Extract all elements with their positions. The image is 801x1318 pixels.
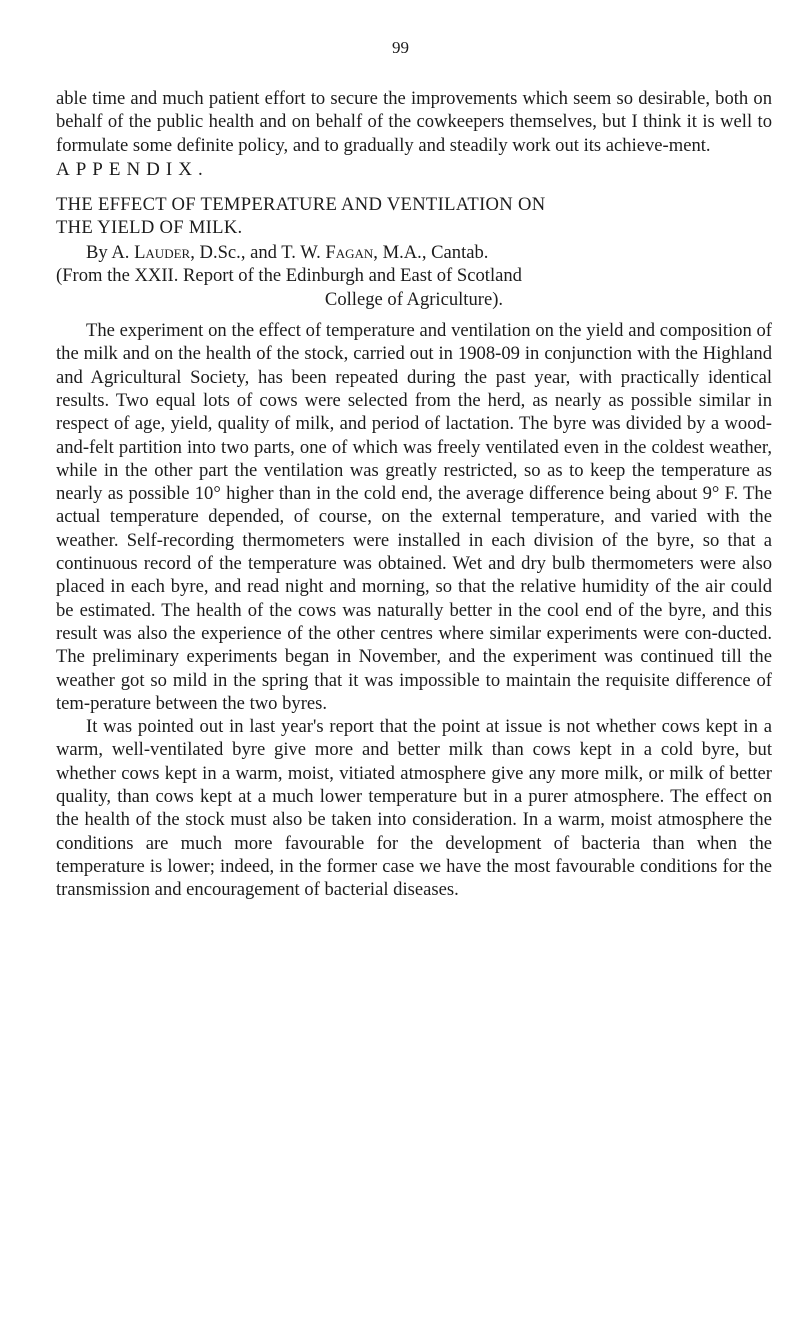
p1-line: carried out in 1908-09 in conjunction with the Highland <box>353 343 772 365</box>
intro-line-2: seem so desirable, both on behalf of the public health and on behalf <box>56 88 772 133</box>
source-note <box>56 264 772 311</box>
article-title <box>56 193 772 239</box>
p2-line: It was pointed out in last year's report that the point at issue <box>86 716 543 738</box>
byline <box>56 241 772 264</box>
p1-line: The experiment on the effect of temperature and ventilation on <box>86 320 554 342</box>
appendix-heading: APPENDIX. <box>56 158 209 180</box>
p1-line: the yield and composition of the milk and on the health of the stock, <box>56 320 773 365</box>
p2-line: and better milk than cows kept in a cold byre, but whether cows <box>56 739 772 784</box>
p2-line: is not whether cows kept in a warm, well-ventilated byre give more <box>56 716 772 761</box>
p1-line: experiment was continued till the weather got so mild in the spring <box>56 646 772 691</box>
p1-line: the other part the ventilation was greatly restricted, so as to keep <box>124 459 626 481</box>
p1-line: end, the average difference being about 9° F. The actual temperature <box>56 483 772 528</box>
p1-line: division of the byre, so that a continuous record of the temperature <box>56 529 772 575</box>
p1-line: better in the cool end of the byre, and this result was also the <box>56 599 773 644</box>
p2-line: kept in a warm, moist, vitiated atmosphere give any more milk, or <box>164 762 665 784</box>
p1-line: the weather. Self-recording thermometers were installed in each <box>56 506 772 551</box>
byline-prefix: By A. <box>86 242 130 264</box>
author-lauder: Lauder, <box>134 242 195 264</box>
p2-line: must also be taken into consideration. In a warm, moist atmosphere <box>230 809 744 831</box>
intro-line-4: definite policy, and to gradually and steadily work out its achieve- <box>176 134 669 156</box>
source-line-2: College of Agriculture). <box>324 288 504 310</box>
p2-line: but in a purer atmosphere. The effect on the health of the stock <box>56 786 772 831</box>
intro-line-1: able time and much patient effort to secure the improvements which <box>56 88 568 109</box>
p1-line: the temperature as nearly as possible 10° higher than in the cold <box>56 459 772 505</box>
page-body <box>56 87 772 902</box>
p1-line: ducted. The preliminary experiments began in November, and the <box>56 622 772 668</box>
p1-line: depended, of course, on the external temperature, and varied with <box>208 506 740 528</box>
p1-line: of the air could be estimated. The health of the cows was naturally <box>56 576 773 621</box>
p2-line: the conditions are much more favourable for the development of <box>56 809 772 854</box>
p2-line: case we have the most favourable conditions for the transmission and <box>56 855 772 901</box>
p1-line: which was freely ventilated even in the coldest weather, while in <box>56 436 772 481</box>
p1-line: perature between the two byres. <box>90 692 328 714</box>
p1-line: each byre, and read night and morning, so that the relative humidity <box>130 576 650 598</box>
p2-line: milk of better quality, than cows kept at a much lower temperature <box>56 762 772 808</box>
p2-line: bacteria than when the temperature is lower; indeed, in the former <box>56 832 773 877</box>
p1-line: byre was divided by a wood-and-felt partition into two parts, one of <box>56 413 772 458</box>
p1-line: respect of age, yield, quality of milk, and period of lactation. The <box>56 413 548 435</box>
page-number: 99 <box>392 38 409 57</box>
intro-line-3: of the cowkeepers themselves, but I think it is well to formulate some <box>56 111 772 156</box>
source-line-1: (From the XXII. Report of the Edinburgh and East of Scotland <box>56 265 522 287</box>
p2-line: encouragement of bacterial diseases. <box>186 879 459 901</box>
p1-line: cows were selected from the herd, as nearly as possible similar in <box>259 389 772 411</box>
byline-suffix: M.A., Cantab. <box>382 242 489 264</box>
intro-paragraph <box>56 87 772 157</box>
byline-mid: D.Sc., and T. W. <box>199 242 321 264</box>
title-line-1: THE EFFECT OF TEMPERATURE AND VENTILATION ON <box>56 194 546 216</box>
p1-line: year, with practically identical results. Two equal lots of <box>56 366 772 411</box>
p1-line: experience of the other centres where similar experiments were con- <box>201 622 718 644</box>
body-paragraph-2 <box>56 715 772 901</box>
p1-line: and Agricultural Society, has been repeated during the past <box>56 366 526 388</box>
intro-line-5: ment. <box>668 134 711 156</box>
p1-line: was obtained. Wet and dry bulb thermometers were also placed in <box>56 553 772 598</box>
p1-line: that it was impossible to maintain the requisite difference of tem- <box>56 669 772 714</box>
author-fagan: Fagan, <box>325 242 378 264</box>
title-line-2: THE YIELD OF MILK. <box>56 217 243 239</box>
body-paragraph-1 <box>56 319 772 715</box>
